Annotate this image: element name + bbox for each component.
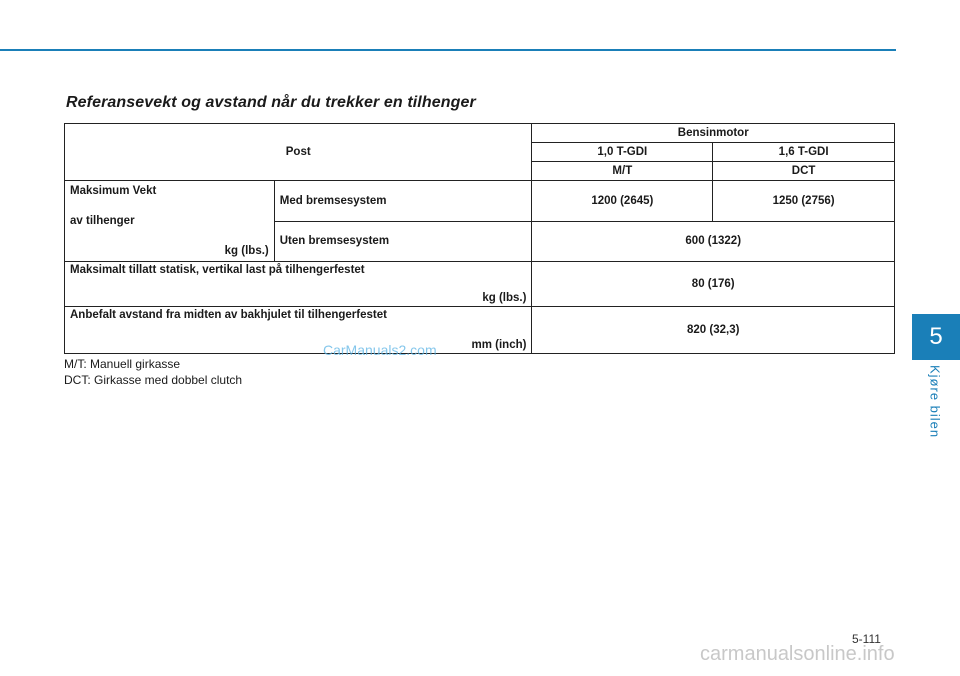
- distance-unit: mm (inch): [471, 339, 527, 351]
- footnotes: [64, 356, 242, 388]
- unbraked-label: Uten bremsesystem: [274, 221, 532, 262]
- max-weight-cell: [65, 181, 275, 262]
- engine-header: Bensinmotor: [532, 124, 895, 143]
- watermark-text: CarManuals2.com: [323, 342, 437, 358]
- unbraked-value: 600 (1322): [532, 221, 895, 262]
- section-title: Referansevekt og avstand når du trekker en tilhenger: [66, 94, 476, 111]
- footnote-dct: DCT: Girkasse med dobbel clutch: [64, 373, 243, 387]
- distance-cell: [65, 307, 532, 354]
- footer-site-link[interactable]: carmanualsonline.info: [700, 643, 895, 665]
- trailer-spec-table: [64, 123, 895, 354]
- page-number: 5-111: [852, 632, 881, 646]
- chapter-label: [913, 360, 957, 444]
- vertical-load-cell: [65, 262, 532, 307]
- transmission-2: DCT: [713, 162, 895, 181]
- top-rule: [0, 49, 896, 51]
- distance-value: 820 (32,3): [532, 307, 895, 354]
- max-weight-label-line-1: Maksimum Vekt: [70, 185, 157, 197]
- post-header: Post: [65, 124, 532, 181]
- vertical-load-label: Maksimalt tillatt statisk, vertikal last på tilhengerfestet: [70, 264, 365, 276]
- chapter-tab: 5: [912, 314, 960, 360]
- chapter-label-text: Kjøre bilen: [927, 365, 943, 439]
- engine-variant-1: 1,0 T-GDI: [532, 143, 713, 162]
- distance-label: Anbefalt avstand fra midten av bakhjulet til tilhengerfestet: [70, 309, 387, 321]
- transmission-1: M/T: [532, 162, 713, 181]
- vertical-load-unit: kg (lbs.): [482, 292, 527, 304]
- braked-label: Med bremsesystem: [274, 181, 532, 222]
- engine-variant-2: 1,6 T-GDI: [713, 143, 895, 162]
- max-weight-label-line-2: av tilhenger: [70, 215, 135, 227]
- braked-value-2: 1250 (2756): [713, 181, 895, 222]
- vertical-load-value: 80 (176): [532, 262, 895, 307]
- footnote-mt: M/T: Manuell girkasse: [64, 357, 181, 371]
- max-weight-unit: kg (lbs.): [224, 245, 269, 257]
- braked-value-1: 1200 (2645): [532, 181, 713, 222]
